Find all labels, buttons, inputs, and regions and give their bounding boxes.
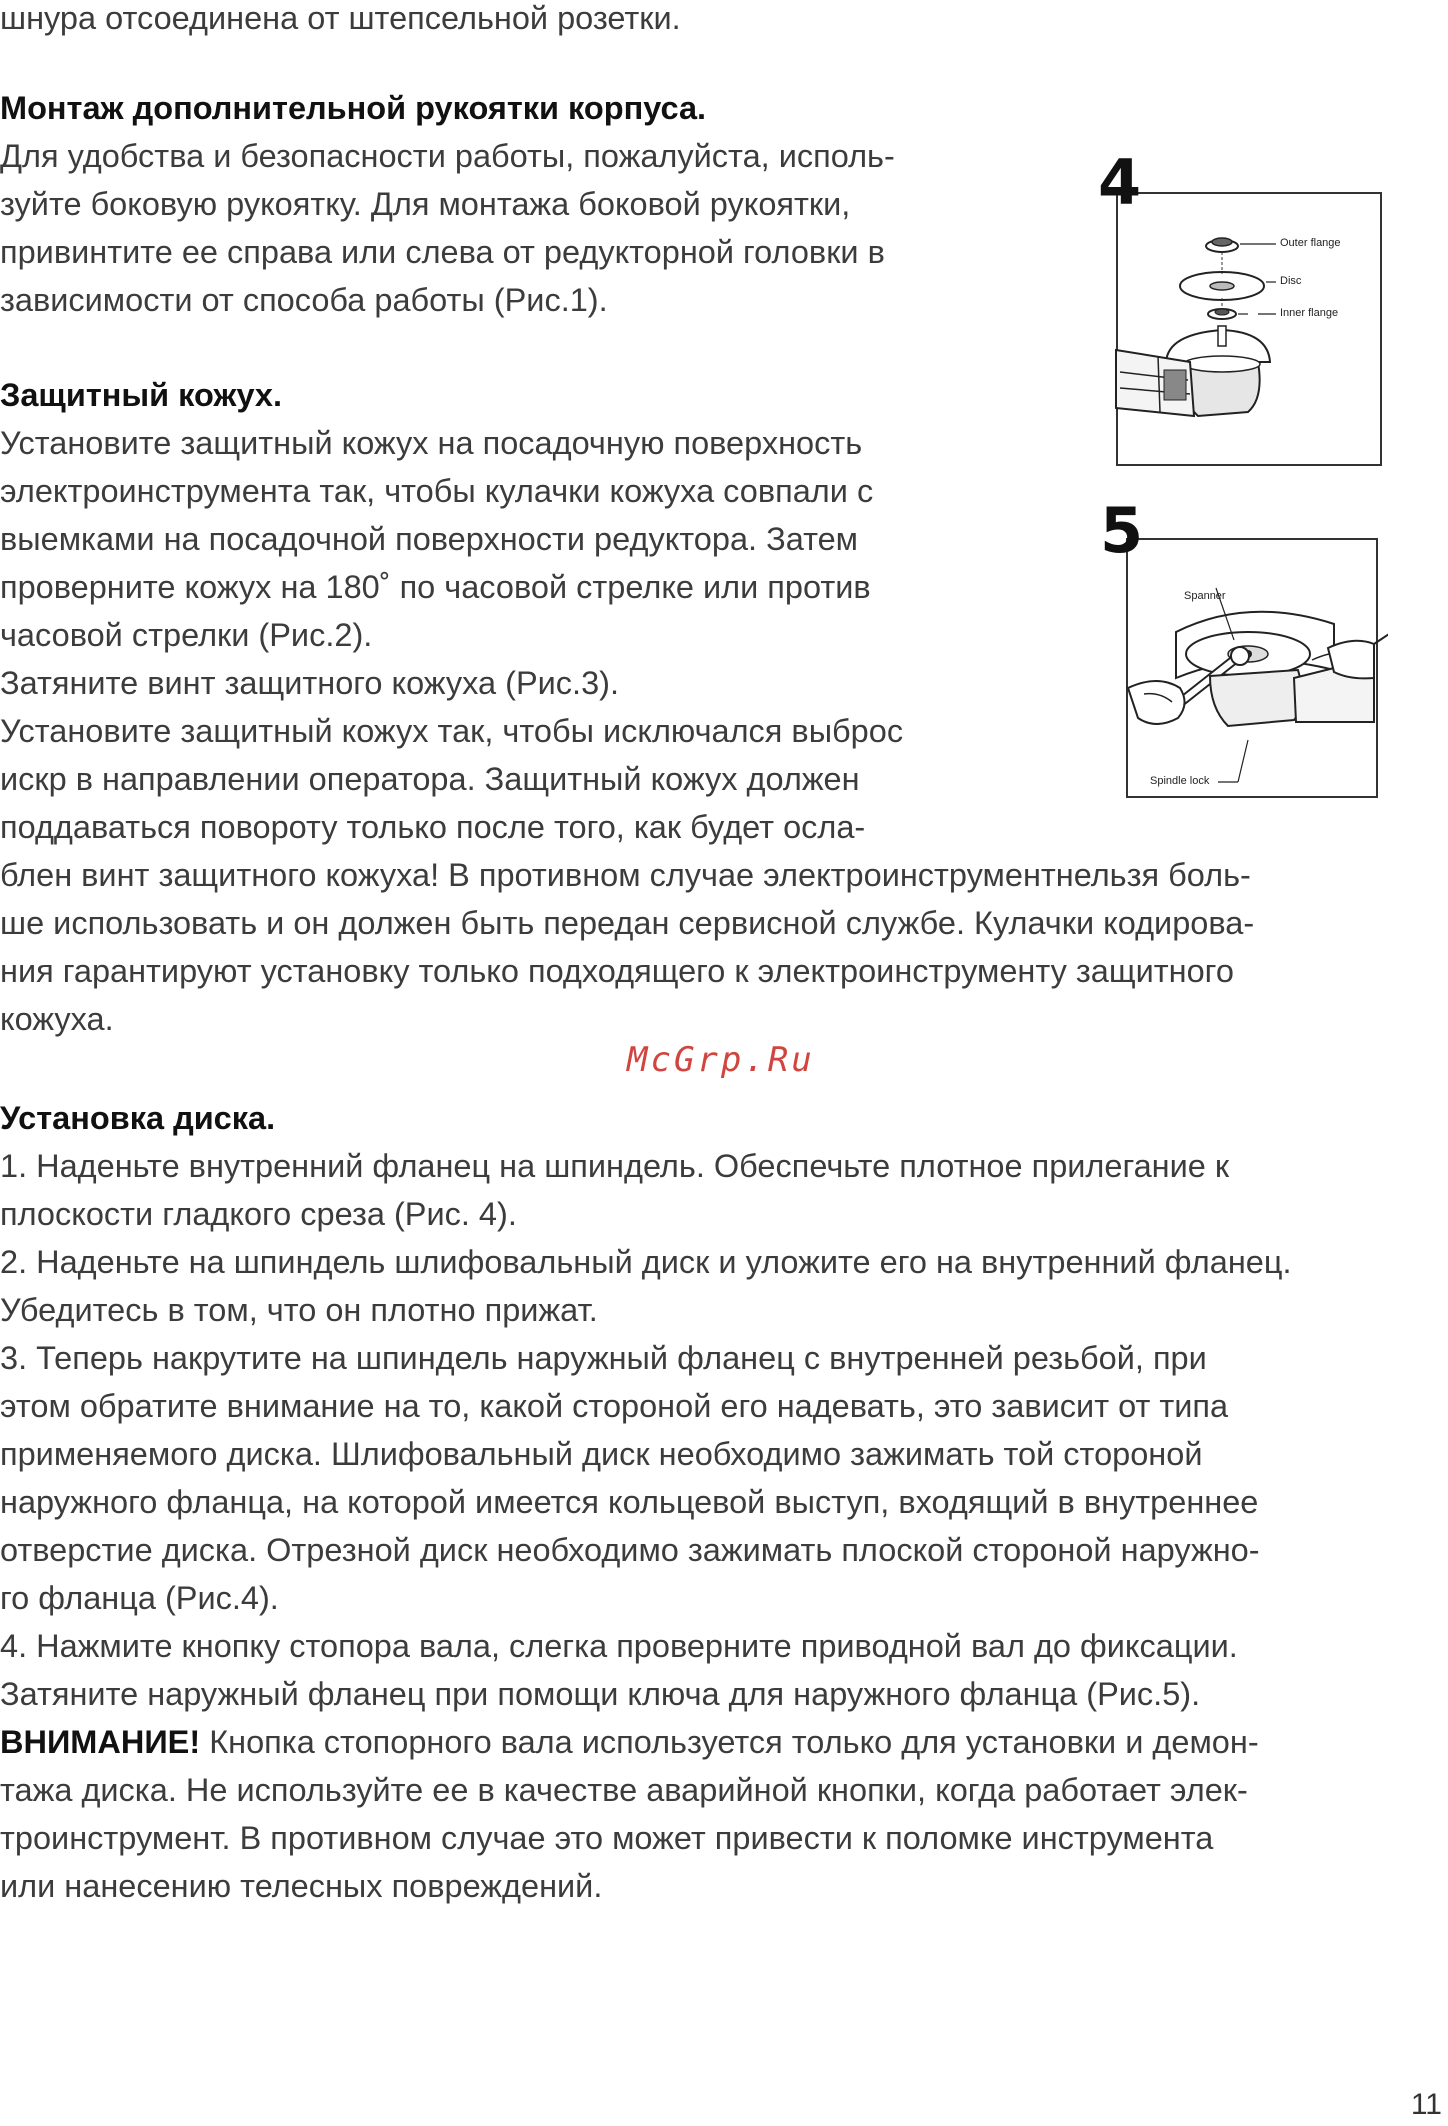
text-line: часовой стрелки (Рис.2). [0, 617, 373, 653]
text-line: зуйте боковую рукоятку. Для монтажа боковой рукоятки, [0, 186, 851, 222]
figure-4 [1098, 146, 1388, 470]
text-line: блен винт защитного кожуха! В противном случае электроинструментнельзя боль- [0, 857, 1251, 893]
heading-disc-install: Установка диска. [0, 1100, 276, 1136]
text-line: поддаваться повороту только после того, как будет осла- [0, 809, 866, 845]
figure-5-number: 5 [1100, 494, 1144, 567]
label-spindle-lock: Spindle lock [1150, 775, 1210, 787]
warning-text: Кнопка стопорного вала используется только для установки и демон- [200, 1724, 1259, 1760]
text-line: зависимости от способа работы (Рис.1). [0, 282, 608, 318]
text-line: тажа диска. Не используйте ее в качестве аварийной кнопки, когда работает элек- [0, 1772, 1248, 1808]
text-line: проверните кожух на 180˚ по часовой стрелке или против [0, 569, 871, 605]
figure-4-illustration [1098, 146, 1388, 470]
label-spanner: Spanner [1184, 590, 1226, 602]
text-line: плоскости гладкого среза (Рис. 4). [0, 1196, 517, 1232]
warning-label: ВНИМАНИЕ! [0, 1724, 201, 1760]
text-line: или нанесению телесных повреждений. [0, 1868, 603, 1904]
text-line: Убедитесь в том, что он плотно прижат. [0, 1292, 598, 1328]
text-line: го фланца (Рис.4). [0, 1580, 279, 1616]
text-line: Установите защитный кожух на посадочную поверхность [0, 425, 863, 461]
text-line: 2. Наденьте на шпиндель шлифовальный диск и уложите его на внутренний фланец. [0, 1244, 1292, 1280]
watermark: McGrp.Ru [627, 1040, 815, 1080]
text-line: Для удобства и безопасности работы, пожалуйста, исполь- [0, 138, 895, 174]
heading-guard: Защитный кожух. [0, 377, 283, 413]
text-line: Затяните винт защитного кожуха (Рис.3). [0, 665, 620, 701]
text-line: 1. Наденьте внутренний фланец на шпиндель. Обеспечьте плотное прилегание к [0, 1148, 1230, 1184]
text-line: привинтите ее справа или слева от редукторной головки в [0, 234, 885, 270]
heading-handle-mounting: Монтаж дополнительной рукоятки корпуса. [0, 90, 707, 126]
page-number: 11 [1410, 2088, 1442, 2121]
figure-5 [1098, 494, 1388, 808]
text-line: искр в направлении оператора. Защитный кожух должен [0, 761, 860, 797]
label-disc: Disc [1280, 275, 1302, 287]
text-line: ния гарантируют установку только подходящего к электроинструменту защитного [0, 953, 1234, 989]
text-line: Установите защитный кожух так, чтобы исключался выброс [0, 713, 904, 749]
label-outer-flange: Outer flange [1280, 237, 1341, 249]
text-line: 3. Теперь накрутите на шпиндель наружный фланец с внутренней резьбой, при [0, 1340, 1207, 1376]
text-line: выемками на посадочной поверхности редуктора. Затем [0, 521, 859, 557]
text-line: применяемого диска. Шлифовальный диск необходимо зажимать той стороной [0, 1436, 1203, 1472]
text-line: отверстие диска. Отрезной диск необходимо зажимать плоской стороной наружно- [0, 1532, 1260, 1568]
label-inner-flange: Inner flange [1280, 307, 1339, 319]
text-line: этом обратите внимание на то, какой стороной его надевать, это зависит от типа [0, 1388, 1229, 1424]
text-line: наружного фланца, на которой имеется кольцевой выступ, входящий в внутреннее [0, 1484, 1259, 1520]
text-line: Затяните наружный фланец при помощи ключа для наружного фланца (Рис.5). [0, 1676, 1201, 1712]
text-line: ше использовать и он должен быть передан сервисной службе. Кулачки кодирова- [0, 905, 1255, 941]
text-line: 4. Нажмите кнопку стопора вала, слегка проверните приводной вал до фиксации. [0, 1628, 1238, 1664]
text-line: шнура отсоединена от штепсельной розетки. [0, 0, 681, 36]
text-line: кожуха. [0, 1001, 114, 1037]
text-line-warning [0, 1718, 1259, 1766]
figure-4-number: 4 [1098, 146, 1142, 219]
text-line: электроинструмента так, чтобы кулачки кожуха совпали с [0, 473, 874, 509]
text-line: троинструмент. В противном случае это может привести к поломке инструмента [0, 1820, 1214, 1856]
